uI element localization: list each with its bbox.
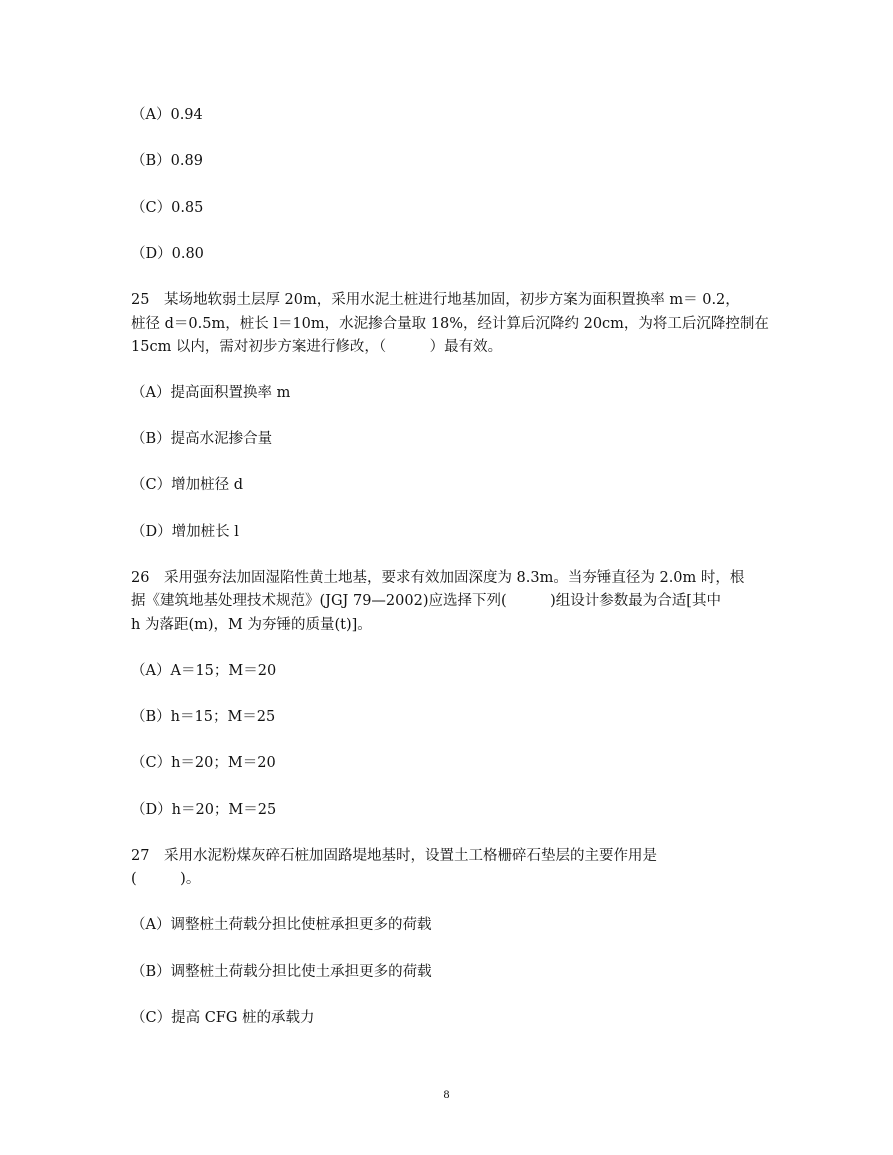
q25-stem-line: 桩径 d＝0.5m，桩长 l＝10m，水泥掺合量取 18%，经计算后沉降约 20cm，为将工后沉降控制在 <box>131 316 769 332</box>
q26-option-c: （C）h＝20；M＝20 <box>131 755 276 771</box>
q24-option-d: （D）0.80 <box>131 246 204 262</box>
q25-option-a: （A）提高面积置换率 m <box>131 385 291 401</box>
q25-option-d: （D）增加桩长 l <box>131 524 239 540</box>
q27-stem-line: ( )。 <box>131 871 201 887</box>
q27-stem-line: 27 采用水泥粉煤灰碎石桩加固路堤地基时，设置土工格栅碎石垫层的主要作用是 <box>131 848 657 864</box>
q24-option-c: （C）0.85 <box>131 200 204 216</box>
q25-option-b: （B）提高水泥掺合量 <box>131 431 273 447</box>
q25-stem-line: 25 某场地软弱土层厚 20m，采用水泥土桩进行地基加固，初步方案为面积置换率 m＝ 0.2， <box>131 292 740 308</box>
q26-option-a: （A）A＝15；M＝20 <box>131 663 277 679</box>
q27-option-b: （B）调整桩土荷载分担比使土承担更多的荷载 <box>131 964 432 980</box>
q26-stem-line: 据《建筑地基处理技术规范》(JGJ 79—2002)应选择下列( )组设计参数最为合适[其中 <box>131 593 721 609</box>
q26-option-d: （D）h＝20；M＝25 <box>131 802 277 818</box>
q27-option-c: （C）提高 CFG 桩的承载力 <box>131 1010 315 1026</box>
q26-stem-line: 26 采用强夯法加固湿陷性黄土地基，要求有效加固深度为 8.3m。当夯锤直径为 2.0m 时，根 <box>131 570 745 586</box>
q25-option-c: （C）增加桩径 d <box>131 477 243 493</box>
q26-stem-line: h 为落距(m)，M 为夯锤的质量(t)]。 <box>131 617 372 633</box>
q25-stem-line: 15cm 以内，需对初步方案进行修改，（ ）最有效。 <box>131 339 503 355</box>
q24-option-b: （B）0.89 <box>131 153 203 169</box>
page-number: 8 <box>443 1087 450 1101</box>
q27-option-a: （A）调整桩土荷载分担比使桩承担更多的荷载 <box>131 917 432 933</box>
q24-option-a: （A）0.94 <box>131 107 203 123</box>
q26-option-b: （B）h＝15；M＝25 <box>131 709 276 725</box>
